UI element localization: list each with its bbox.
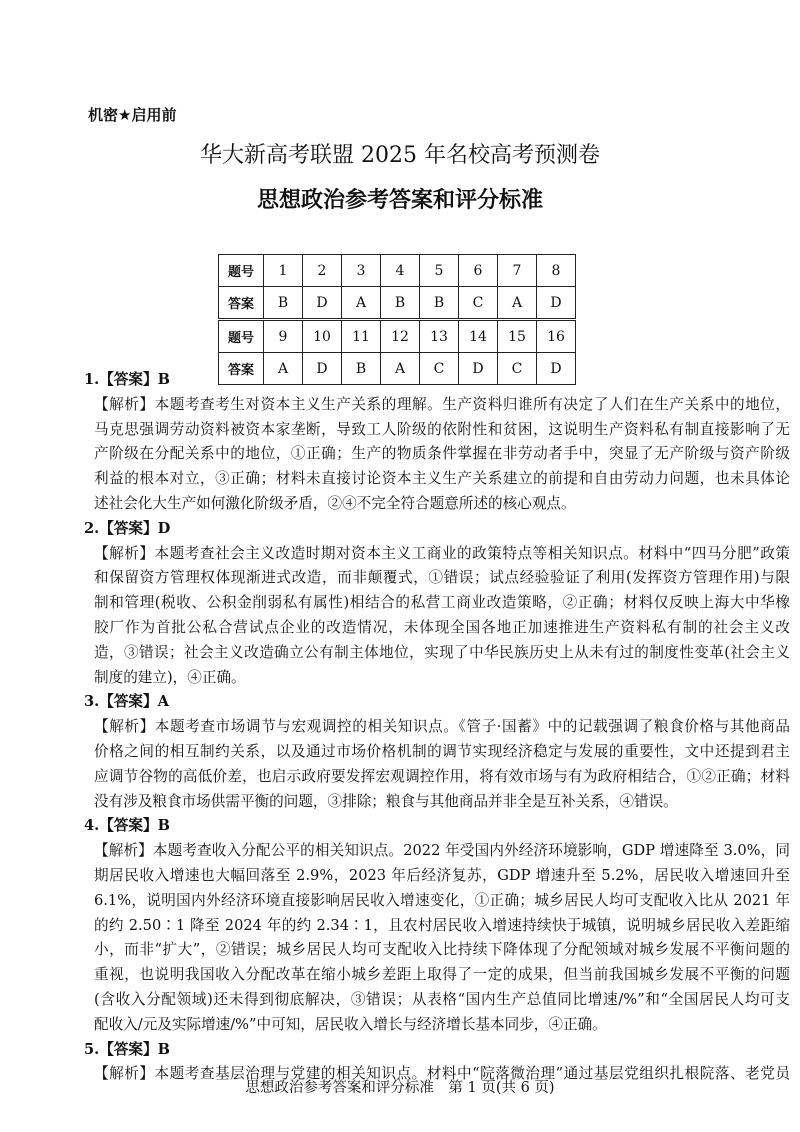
answer-heading: 1.【答案】B — [84, 371, 170, 388]
explanation-line: 和保留资方管理权体现渐进式改造，而非颠覆式，①错误；试点经验验证了利用(发挥资方管理作用)与限 — [94, 569, 790, 587]
table-cell: B — [420, 287, 459, 320]
explanation-line: 【解析】本题考查考生对资本主义生产关系的理解。生产资料归谁所有决定了人们在生产关系中的地位， — [94, 395, 790, 413]
explanation-line: 利益的根本对立，③正确；材料未直接讨论资本主义生产关系建立的前提和自由劳动力问题，也未具体论 — [94, 470, 790, 488]
table-cell: B — [381, 287, 420, 320]
document-title: 华大新高考联盟 2025 年名校高考预测卷 — [200, 143, 600, 168]
table-cell: 13 — [420, 320, 459, 353]
table-cell: D — [303, 353, 342, 385]
explanation-line: 6.1%，说明国内外经济环境直接影响居民收入增速变化，①正确；城乡居民人均可支配收入比从 2021 年 — [94, 891, 790, 909]
table-cell: 12 — [381, 320, 420, 353]
table-cell: A — [381, 353, 420, 385]
explanation-line: 制度的建立)，④正确。 — [94, 668, 246, 686]
table-cell: 6 — [459, 255, 498, 287]
confidential-label: 机密★启用前 — [88, 106, 177, 124]
answer-explanations — [84, 368, 790, 1087]
table-cell: B — [264, 287, 303, 320]
table-cell: 3 — [342, 255, 381, 287]
row-label: 题号 — [219, 320, 264, 353]
table-cell: C — [459, 287, 498, 320]
table-cell: 11 — [342, 320, 381, 353]
explanation-line: 产阶级在分配关系中的地位，①正确；生产的物质条件掌握在非劳动者手中，突显了无产阶级与资产阶级 — [94, 445, 790, 463]
explanation-line: 马克思强调劳动资料被资本家垄断，导致工人阶级的依附性和贫困，这说明生产资料私有制直接影响了无 — [94, 420, 790, 438]
table-cell: 4 — [381, 255, 420, 287]
document-subtitle: 思想政治参考答案和评分标准 — [256, 188, 543, 213]
table-cell: 2 — [303, 255, 342, 287]
table-cell: 8 — [537, 255, 576, 287]
explanation-line: 【解析】本题考查市场调节与宏观调控的相关知识点。《管子·国蓄》中的记载强调了粮食价格与其他商品 — [94, 718, 790, 736]
page-footer: 思想政治参考答案和评分标准 第 1 页(共 6 页) — [245, 1080, 555, 1096]
answer-heading: 4.【答案】B — [84, 817, 170, 835]
table-cell: C — [498, 353, 537, 385]
explanation-line: 没有涉及粮食市场供需平衡的问题，③排除；粮食与其他商品并非全是互补关系，④错误。 — [94, 792, 678, 810]
answer-heading: 2.【答案】D — [84, 519, 171, 537]
row-label: 答案 — [219, 287, 264, 320]
table-cell: D — [459, 353, 498, 385]
table-cell: D — [303, 287, 342, 320]
explanation-line: 【解析】本题考查基层治理与党建的相关知识点。材料中“院落微治理”通过基层党组织扎根院落、老党员 — [94, 1065, 790, 1083]
table-cell: C — [420, 353, 459, 385]
table-cell: 5 — [420, 255, 459, 287]
explanation-line: 应调节谷物的高低价差，也启示政府要发挥宏观调控作用，将有效市场与有为政府相结合，①②正确；材料 — [94, 767, 790, 785]
table-cell: 7 — [498, 255, 537, 287]
answer-heading: 5.【答案】B — [84, 1040, 170, 1058]
explanation-line: (含收入分配领域)还未得到彻底解决，③错误；从表格“国内生产总值同比增速/%”和“全国居民人均可支 — [94, 990, 790, 1008]
table-cell: 14 — [459, 320, 498, 353]
answer-key-table — [218, 254, 576, 385]
table-cell: 9 — [264, 320, 303, 353]
table-cell: 15 — [498, 320, 537, 353]
explanation-line: 造，③错误；社会主义改造确立公有制主体地位，实现了中华民族历史上从未有过的制度性变革(社会主义 — [94, 643, 790, 661]
row-label: 答案 — [219, 353, 264, 385]
answer-heading: 3.【答案】A — [84, 693, 169, 711]
table-cell: 1 — [264, 255, 303, 287]
table-cell: 16 — [537, 320, 576, 353]
table-cell: A — [264, 353, 303, 385]
explanation-line: 小，而非“扩大”，②错误；城乡居民人均可支配收入比持续下降体现了分配领域对城乡发展不平衡问题的 — [94, 941, 790, 959]
explanation-line: 制和管理(税收、公积金削弱私有属性)相结合的私营工商业改造策略，②正确；材料仅反映上海大中华橡 — [94, 594, 790, 612]
table-cell: 10 — [303, 320, 342, 353]
explanation-line: 【解析】本题考查收入分配公平的相关知识点。2022 年受国内外经济环境影响，GDP 增速降至 3.0%，同 — [94, 842, 790, 860]
explanation-line: 价格之间的相互制约关系，以及通过市场价格机制的调节实现经济稳定与发展的重要性，文中还提到君主 — [94, 742, 790, 760]
table-cell: B — [342, 353, 381, 385]
explanation-line: 的约 2.50∶1 降至 2024 年的约 2.34∶1，且农村居民收入增速持续快于城镇，说明城乡居民收入差距缩 — [94, 916, 790, 934]
table-cell: D — [537, 287, 576, 320]
explanation-line: 配收入/元及实际增速/%”中可知，居民收入增长与经济增长基本同步，④正确。 — [94, 1015, 607, 1033]
explanation-line: 期居民收入增速也大幅回落至 2.9%，2023 年后经济复苏，GDP 增速升至 5.2%，居民收入增速回升至 — [94, 866, 790, 884]
table-cell: A — [342, 287, 381, 320]
explanation-line: 重视，也说明我国收入分配改革在缩小城乡差距上取得了一定的成果，但当前我国城乡发展不平衡的问题 — [94, 966, 790, 984]
table-cell: D — [537, 353, 576, 385]
explanation-line: 胶厂作为首批公私合营试点企业的改造情况，未体现全国各地正加速推进生产资料私有制的社会主义改 — [94, 618, 790, 636]
table-cell: A — [498, 287, 537, 320]
row-label: 题号 — [219, 255, 264, 287]
explanation-line: 【解析】本题考查社会主义改造时期对资本主义工商业的政策特点等相关知识点。材料中“四马分肥”政策 — [94, 544, 790, 562]
explanation-line: 述社会化大生产如何激化阶级矛盾，②④不完全符合题意所述的核心观点。 — [94, 494, 576, 512]
